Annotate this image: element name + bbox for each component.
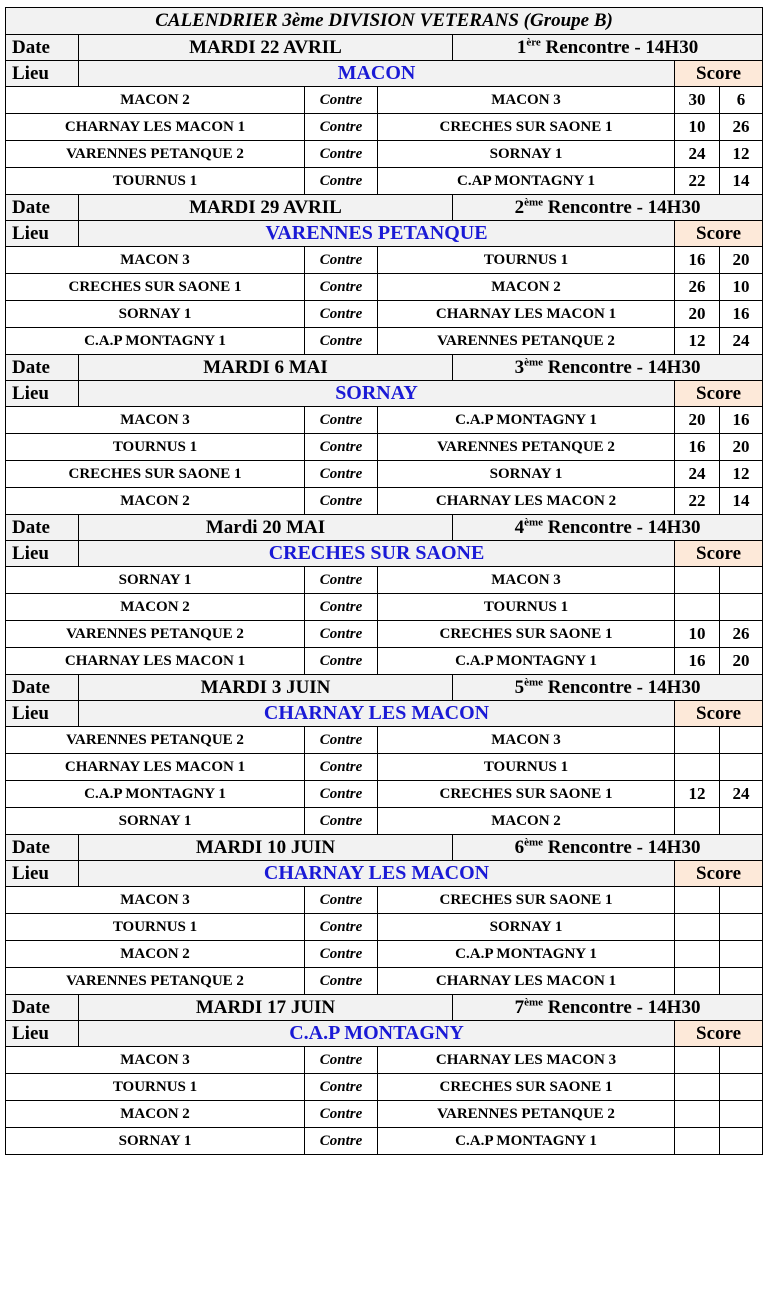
round-ordinal: 5 xyxy=(514,676,525,698)
match-row xyxy=(6,114,763,141)
away-team: MACON 2 xyxy=(378,808,675,835)
away-team: CHARNAY LES MACON 3 xyxy=(378,1047,675,1074)
score-away xyxy=(720,1128,763,1155)
round-ordinal-suffix: ème xyxy=(524,196,544,209)
home-team: VARENNES PETANQUE 2 xyxy=(6,141,305,168)
score-home xyxy=(675,594,720,621)
date-label: Date xyxy=(6,835,79,861)
score-away xyxy=(720,727,763,754)
match-row xyxy=(6,781,763,808)
score-away: 20 xyxy=(720,247,763,274)
contre-label: Contre xyxy=(305,1128,378,1155)
score-away: 12 xyxy=(720,141,763,168)
score-home xyxy=(675,887,720,914)
venue-name: SORNAY xyxy=(79,381,675,407)
contre-label: Contre xyxy=(305,87,378,114)
contre-label: Contre xyxy=(305,621,378,648)
match-row xyxy=(6,247,763,274)
contre-label: Contre xyxy=(305,1101,378,1128)
score-home xyxy=(675,914,720,941)
score-away: 6 xyxy=(720,87,763,114)
match-row xyxy=(6,1101,763,1128)
home-team: MACON 3 xyxy=(6,887,305,914)
match-row xyxy=(6,1074,763,1101)
score-home: 16 xyxy=(675,247,720,274)
away-team: VARENNES PETANQUE 2 xyxy=(378,434,675,461)
home-team: TOURNUS 1 xyxy=(6,434,305,461)
contre-label: Contre xyxy=(305,141,378,168)
date-label: Date xyxy=(6,355,79,381)
round-number xyxy=(453,675,763,701)
home-team: MACON 2 xyxy=(6,941,305,968)
venue-row xyxy=(6,61,763,87)
contre-label: Contre xyxy=(305,968,378,995)
match-row xyxy=(6,1047,763,1074)
score-header: Score xyxy=(675,1021,763,1047)
score-home xyxy=(675,727,720,754)
away-team: C.AP MONTAGNY 1 xyxy=(378,168,675,195)
match-row xyxy=(6,567,763,594)
date-label: Date xyxy=(6,35,79,61)
away-team: MACON 3 xyxy=(378,727,675,754)
away-team: CHARNAY LES MACON 1 xyxy=(378,968,675,995)
away-team: SORNAY 1 xyxy=(378,914,675,941)
round-date: MARDI 10 JUIN xyxy=(79,835,453,861)
away-team: C.A.P MONTAGNY 1 xyxy=(378,941,675,968)
away-team: MACON 2 xyxy=(378,274,675,301)
venue-name: CRECHES SUR SAONE xyxy=(79,541,675,567)
round-ordinal: 3 xyxy=(514,356,525,378)
match-row xyxy=(6,301,763,328)
score-header: Score xyxy=(675,221,763,247)
score-away xyxy=(720,754,763,781)
contre-label: Contre xyxy=(305,727,378,754)
match-row xyxy=(6,274,763,301)
away-team: CRECHES SUR SAONE 1 xyxy=(378,887,675,914)
score-away xyxy=(720,914,763,941)
score-home: 10 xyxy=(675,114,720,141)
round-ordinal: 7 xyxy=(514,996,525,1018)
score-away: 20 xyxy=(720,648,763,675)
round-number xyxy=(453,35,763,61)
contre-label: Contre xyxy=(305,941,378,968)
away-team: CRECHES SUR SAONE 1 xyxy=(378,114,675,141)
away-team: SORNAY 1 xyxy=(378,461,675,488)
contre-label: Contre xyxy=(305,407,378,434)
round-date: MARDI 3 JUIN xyxy=(79,675,453,701)
away-team: CRECHES SUR SAONE 1 xyxy=(378,621,675,648)
round-number xyxy=(453,515,763,541)
match-row xyxy=(6,968,763,995)
round-date: MARDI 29 AVRIL xyxy=(79,195,453,221)
contre-label: Contre xyxy=(305,488,378,515)
home-team: VARENNES PETANQUE 2 xyxy=(6,968,305,995)
match-row xyxy=(6,407,763,434)
match-row xyxy=(6,727,763,754)
date-row xyxy=(6,195,763,221)
home-team: TOURNUS 1 xyxy=(6,168,305,195)
score-home xyxy=(675,567,720,594)
score-header: Score xyxy=(675,381,763,407)
score-home xyxy=(675,808,720,835)
away-team: C.A.P MONTAGNY 1 xyxy=(378,1128,675,1155)
venue-row xyxy=(6,701,763,727)
venue-row xyxy=(6,861,763,887)
home-team: MACON 3 xyxy=(6,1047,305,1074)
home-team: MACON 2 xyxy=(6,488,305,515)
round-number xyxy=(453,835,763,861)
contre-label: Contre xyxy=(305,434,378,461)
score-home: 16 xyxy=(675,648,720,675)
venue-label: Lieu xyxy=(6,701,79,727)
score-home xyxy=(675,1047,720,1074)
match-row xyxy=(6,1128,763,1155)
score-away xyxy=(720,594,763,621)
away-team: SORNAY 1 xyxy=(378,141,675,168)
home-team: SORNAY 1 xyxy=(6,301,305,328)
home-team: SORNAY 1 xyxy=(6,567,305,594)
score-away: 14 xyxy=(720,168,763,195)
home-team: CRECHES SUR SAONE 1 xyxy=(6,461,305,488)
home-team: C.A.P MONTAGNY 1 xyxy=(6,328,305,355)
date-label: Date xyxy=(6,515,79,541)
rencontre-label: Rencontre - 14H30 xyxy=(547,676,701,698)
round-ordinal-suffix: ème xyxy=(524,356,544,369)
contre-label: Contre xyxy=(305,914,378,941)
score-home: 12 xyxy=(675,781,720,808)
score-away: 16 xyxy=(720,301,763,328)
round-ordinal: 2 xyxy=(514,196,525,218)
contre-label: Contre xyxy=(305,1047,378,1074)
away-team: MACON 3 xyxy=(378,87,675,114)
contre-label: Contre xyxy=(305,887,378,914)
date-row xyxy=(6,995,763,1021)
score-away xyxy=(720,887,763,914)
contre-label: Contre xyxy=(305,328,378,355)
match-row xyxy=(6,168,763,195)
away-team: CRECHES SUR SAONE 1 xyxy=(378,1074,675,1101)
date-row xyxy=(6,35,763,61)
venue-name: C.A.P MONTAGNY xyxy=(79,1021,675,1047)
contre-label: Contre xyxy=(305,567,378,594)
home-team: CRECHES SUR SAONE 1 xyxy=(6,274,305,301)
contre-label: Contre xyxy=(305,274,378,301)
score-away: 26 xyxy=(720,114,763,141)
match-row xyxy=(6,488,763,515)
score-header: Score xyxy=(675,701,763,727)
away-team: TOURNUS 1 xyxy=(378,247,675,274)
match-row xyxy=(6,328,763,355)
date-row xyxy=(6,835,763,861)
away-team: CHARNAY LES MACON 2 xyxy=(378,488,675,515)
round-ordinal-suffix: ème xyxy=(524,836,544,849)
home-team: MACON 2 xyxy=(6,1101,305,1128)
venue-name: CHARNAY LES MACON xyxy=(79,861,675,887)
score-home: 10 xyxy=(675,621,720,648)
away-team: CRECHES SUR SAONE 1 xyxy=(378,781,675,808)
score-home xyxy=(675,754,720,781)
venue-name: CHARNAY LES MACON xyxy=(79,701,675,727)
venue-label: Lieu xyxy=(6,221,79,247)
match-row xyxy=(6,941,763,968)
date-label: Date xyxy=(6,675,79,701)
contre-label: Contre xyxy=(305,648,378,675)
score-home: 12 xyxy=(675,328,720,355)
score-away: 24 xyxy=(720,781,763,808)
home-team: SORNAY 1 xyxy=(6,1128,305,1155)
round-ordinal-suffix: ème xyxy=(524,516,544,529)
rencontre-label: Rencontre - 14H30 xyxy=(547,996,701,1018)
contre-label: Contre xyxy=(305,168,378,195)
score-home: 16 xyxy=(675,434,720,461)
round-ordinal: 6 xyxy=(514,836,525,858)
rencontre-label: Rencontre - 14H30 xyxy=(545,36,699,58)
home-team: VARENNES PETANQUE 2 xyxy=(6,621,305,648)
rencontre-label: Rencontre - 14H30 xyxy=(547,836,701,858)
contre-label: Contre xyxy=(305,808,378,835)
score-away xyxy=(720,808,763,835)
venue-label: Lieu xyxy=(6,861,79,887)
rencontre-label: Rencontre - 14H30 xyxy=(547,196,701,218)
score-home: 20 xyxy=(675,407,720,434)
round-ordinal-suffix: ème xyxy=(524,996,544,1009)
home-team: TOURNUS 1 xyxy=(6,1074,305,1101)
title-row xyxy=(6,8,763,35)
round-date: MARDI 17 JUIN xyxy=(79,995,453,1021)
venue-row xyxy=(6,381,763,407)
contre-label: Contre xyxy=(305,461,378,488)
away-team: VARENNES PETANQUE 2 xyxy=(378,328,675,355)
schedule-title: CALENDRIER 3ème DIVISION VETERANS (Groupe B) xyxy=(6,8,763,35)
score-home xyxy=(675,1128,720,1155)
score-away xyxy=(720,1101,763,1128)
schedule-body xyxy=(6,8,763,1155)
score-home: 24 xyxy=(675,141,720,168)
match-row xyxy=(6,434,763,461)
home-team: MACON 2 xyxy=(6,594,305,621)
contre-label: Contre xyxy=(305,114,378,141)
match-row xyxy=(6,594,763,621)
score-away: 24 xyxy=(720,328,763,355)
score-home xyxy=(675,941,720,968)
score-header: Score xyxy=(675,541,763,567)
contre-label: Contre xyxy=(305,781,378,808)
away-team: MACON 3 xyxy=(378,567,675,594)
round-number xyxy=(453,995,763,1021)
schedule-table xyxy=(5,7,763,1155)
venue-row xyxy=(6,221,763,247)
away-team: VARENNES PETANQUE 2 xyxy=(378,1101,675,1128)
date-label: Date xyxy=(6,995,79,1021)
score-header: Score xyxy=(675,861,763,887)
round-date: Mardi 20 MAI xyxy=(79,515,453,541)
score-away: 10 xyxy=(720,274,763,301)
score-header: Score xyxy=(675,61,763,87)
home-team: SORNAY 1 xyxy=(6,808,305,835)
venue-name: MACON xyxy=(79,61,675,87)
away-team: CHARNAY LES MACON 1 xyxy=(378,301,675,328)
round-number xyxy=(453,195,763,221)
score-home: 24 xyxy=(675,461,720,488)
score-away xyxy=(720,968,763,995)
score-away xyxy=(720,567,763,594)
venue-label: Lieu xyxy=(6,541,79,567)
venue-row xyxy=(6,541,763,567)
contre-label: Contre xyxy=(305,301,378,328)
away-team: C.A.P MONTAGNY 1 xyxy=(378,648,675,675)
home-team: C.A.P MONTAGNY 1 xyxy=(6,781,305,808)
home-team: CHARNAY LES MACON 1 xyxy=(6,754,305,781)
away-team: C.A.P MONTAGNY 1 xyxy=(378,407,675,434)
match-row xyxy=(6,808,763,835)
match-row xyxy=(6,621,763,648)
away-team: TOURNUS 1 xyxy=(378,754,675,781)
venue-label: Lieu xyxy=(6,381,79,407)
round-ordinal-suffix: ère xyxy=(526,36,541,49)
venue-row xyxy=(6,1021,763,1047)
venue-label: Lieu xyxy=(6,1021,79,1047)
score-away: 14 xyxy=(720,488,763,515)
score-away: 26 xyxy=(720,621,763,648)
score-home: 22 xyxy=(675,168,720,195)
rencontre-label: Rencontre - 14H30 xyxy=(547,356,701,378)
score-away: 16 xyxy=(720,407,763,434)
match-row xyxy=(6,141,763,168)
home-team: MACON 3 xyxy=(6,247,305,274)
score-home xyxy=(675,1074,720,1101)
round-date: MARDI 22 AVRIL xyxy=(79,35,453,61)
round-date: MARDI 6 MAI xyxy=(79,355,453,381)
contre-label: Contre xyxy=(305,1074,378,1101)
date-row xyxy=(6,355,763,381)
score-away: 20 xyxy=(720,434,763,461)
match-row xyxy=(6,87,763,114)
home-team: VARENNES PETANQUE 2 xyxy=(6,727,305,754)
rencontre-label: Rencontre - 14H30 xyxy=(547,516,701,538)
date-label: Date xyxy=(6,195,79,221)
venue-label: Lieu xyxy=(6,61,79,87)
round-ordinal-suffix: ème xyxy=(524,676,544,689)
home-team: MACON 2 xyxy=(6,87,305,114)
match-row xyxy=(6,461,763,488)
score-away xyxy=(720,941,763,968)
score-away xyxy=(720,1074,763,1101)
venue-name: VARENNES PETANQUE xyxy=(79,221,675,247)
away-team: TOURNUS 1 xyxy=(378,594,675,621)
date-row xyxy=(6,515,763,541)
round-ordinal: 4 xyxy=(514,516,525,538)
contre-label: Contre xyxy=(305,594,378,621)
round-ordinal: 1 xyxy=(516,36,527,58)
score-home xyxy=(675,968,720,995)
score-away xyxy=(720,1047,763,1074)
score-away: 12 xyxy=(720,461,763,488)
home-team: CHARNAY LES MACON 1 xyxy=(6,114,305,141)
round-number xyxy=(453,355,763,381)
contre-label: Contre xyxy=(305,247,378,274)
match-row xyxy=(6,914,763,941)
score-home: 26 xyxy=(675,274,720,301)
home-team: MACON 3 xyxy=(6,407,305,434)
score-home xyxy=(675,1101,720,1128)
contre-label: Contre xyxy=(305,754,378,781)
score-home: 30 xyxy=(675,87,720,114)
home-team: CHARNAY LES MACON 1 xyxy=(6,648,305,675)
score-home: 20 xyxy=(675,301,720,328)
match-row xyxy=(6,887,763,914)
match-row xyxy=(6,754,763,781)
match-row xyxy=(6,648,763,675)
home-team: TOURNUS 1 xyxy=(6,914,305,941)
score-home: 22 xyxy=(675,488,720,515)
date-row xyxy=(6,675,763,701)
